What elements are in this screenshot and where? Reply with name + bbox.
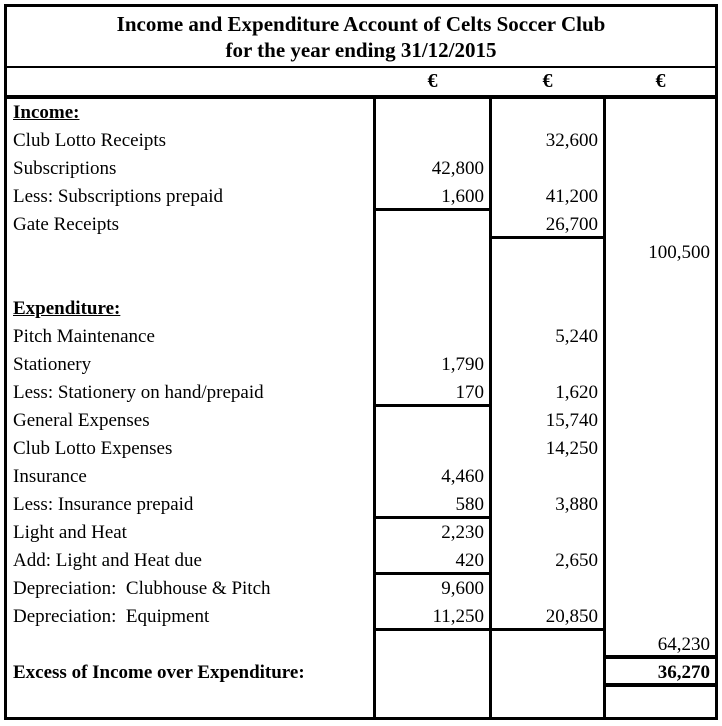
amount-c1 (373, 323, 489, 351)
amount-c1: 42,800 (373, 155, 489, 183)
amount-c3 (603, 491, 715, 519)
amount-c1 (373, 631, 489, 659)
amount-c2: 1,620 (489, 379, 603, 407)
currency-header-row (7, 68, 715, 99)
amount-c3 (603, 575, 715, 603)
amount-c1 (373, 239, 489, 267)
row-label (7, 239, 373, 267)
amount-c1: 170 (373, 379, 489, 407)
row-label: Insurance (13, 466, 87, 487)
table-row (7, 603, 715, 631)
table-row (7, 379, 715, 407)
row-label: Depreciation: Equipment (13, 606, 210, 627)
row-label: Pitch Maintenance (13, 326, 155, 347)
amount-c1: 9,600 (373, 575, 489, 603)
table-row (7, 659, 715, 687)
amount-c3 (603, 547, 715, 575)
row-label: Less: Stationery on hand/prepaid (13, 382, 264, 403)
amount-c1: 1,790 (373, 351, 489, 379)
amount-c3 (603, 99, 715, 127)
currency-symbol-col2: € (542, 70, 553, 92)
currency-symbol-col3: € (655, 70, 666, 92)
amount-c3 (603, 323, 715, 351)
table-row (7, 267, 715, 295)
table-row (7, 127, 715, 155)
table-row (7, 519, 715, 547)
amount-c2: 20,850 (489, 603, 603, 631)
amount-c1: 580 (373, 491, 489, 519)
amount-c1: 1,600 (373, 183, 489, 211)
amount-c3 (603, 435, 715, 463)
table-row (7, 491, 715, 519)
row-label: Depreciation: Clubhouse & Pitch (13, 578, 271, 599)
amount-c1 (373, 99, 489, 127)
amount-c1: 4,460 (373, 463, 489, 491)
amount-c1: 2,230 (373, 519, 489, 547)
amount-c2 (489, 239, 603, 267)
amount-c2 (489, 659, 603, 687)
table-row (7, 211, 715, 239)
amount-c2: 3,880 (489, 491, 603, 519)
section-heading: Expenditure: (13, 298, 121, 319)
statement-subtitle: for the year ending 31/12/2015 (225, 38, 497, 62)
amount-c2: 2,650 (489, 547, 603, 575)
statement-body (7, 99, 715, 717)
amount-c2: 14,250 (489, 435, 603, 463)
table-row (7, 575, 715, 603)
table-row (7, 631, 715, 659)
amount-c3 (603, 603, 715, 631)
amount-c3: 100,500 (603, 239, 715, 267)
amount-c3 (603, 687, 715, 717)
row-label (7, 267, 373, 295)
statement-header (7, 7, 715, 68)
amount-c3 (603, 407, 715, 435)
section-heading: Income: (13, 102, 80, 123)
amount-c1 (373, 127, 489, 155)
row-label: Stationery (13, 354, 92, 375)
income-expenditure-statement (4, 4, 718, 720)
table-row (7, 463, 715, 491)
amount-c3 (603, 155, 715, 183)
amount-c1 (373, 295, 489, 323)
amount-c1 (373, 687, 489, 717)
row-label: Less: Subscriptions prepaid (13, 186, 224, 207)
table-row (7, 183, 715, 211)
amount-c1 (373, 407, 489, 435)
row-label: Light and Heat (13, 522, 127, 543)
amount-c2 (489, 519, 603, 547)
amount-c3 (603, 379, 715, 407)
amount-c3: 64,230 (603, 631, 715, 659)
table-row (7, 687, 715, 717)
amount-c1: 420 (373, 547, 489, 575)
amount-c3 (603, 127, 715, 155)
table-row (7, 155, 715, 183)
table-row (7, 547, 715, 575)
amount-c2 (489, 295, 603, 323)
amount-c3 (603, 519, 715, 547)
row-label: Subscriptions (13, 158, 117, 179)
table-row (7, 435, 715, 463)
amount-c2 (489, 267, 603, 295)
amount-c2 (489, 687, 603, 717)
amount-c2 (489, 99, 603, 127)
table-row (7, 323, 715, 351)
row-label (7, 687, 373, 717)
amount-c2 (489, 631, 603, 659)
currency-symbol-col1: € (427, 70, 438, 92)
statement-title: Income and Expenditure Account of Celts Soccer Club (116, 12, 606, 36)
amount-c3 (603, 463, 715, 491)
amount-c1 (373, 211, 489, 239)
amount-c3 (603, 295, 715, 323)
total-label: Excess of Income over Expenditure: (13, 662, 305, 683)
amount-c2 (489, 575, 603, 603)
amount-c1 (373, 659, 489, 687)
table-row (7, 295, 715, 323)
row-label: Add: Light and Heat due (13, 550, 202, 571)
row-label: Gate Receipts (13, 214, 120, 235)
table-row (7, 351, 715, 379)
amount-c3 (603, 351, 715, 379)
amount-c2 (489, 463, 603, 491)
row-label (7, 631, 373, 659)
table-row (7, 99, 715, 127)
row-label: Club Lotto Expenses (13, 438, 173, 459)
amount-c2: 15,740 (489, 407, 603, 435)
amount-c1 (373, 267, 489, 295)
row-label: General Expenses (13, 410, 150, 431)
amount-c2: 41,200 (489, 183, 603, 211)
row-label: Less: Insurance prepaid (13, 494, 194, 515)
amount-c3 (603, 183, 715, 211)
amount-c2: 26,700 (489, 211, 603, 239)
amount-c2: 5,240 (489, 323, 603, 351)
amount-c3: 36,270 (603, 659, 715, 687)
amount-c3 (603, 267, 715, 295)
row-label: Club Lotto Receipts (13, 130, 167, 151)
table-row (7, 239, 715, 267)
amount-c1: 11,250 (373, 603, 489, 631)
amount-c3 (603, 211, 715, 239)
amount-c2: 32,600 (489, 127, 603, 155)
amount-c2 (489, 351, 603, 379)
amount-c1 (373, 435, 489, 463)
table-row (7, 407, 715, 435)
amount-c2 (489, 155, 603, 183)
